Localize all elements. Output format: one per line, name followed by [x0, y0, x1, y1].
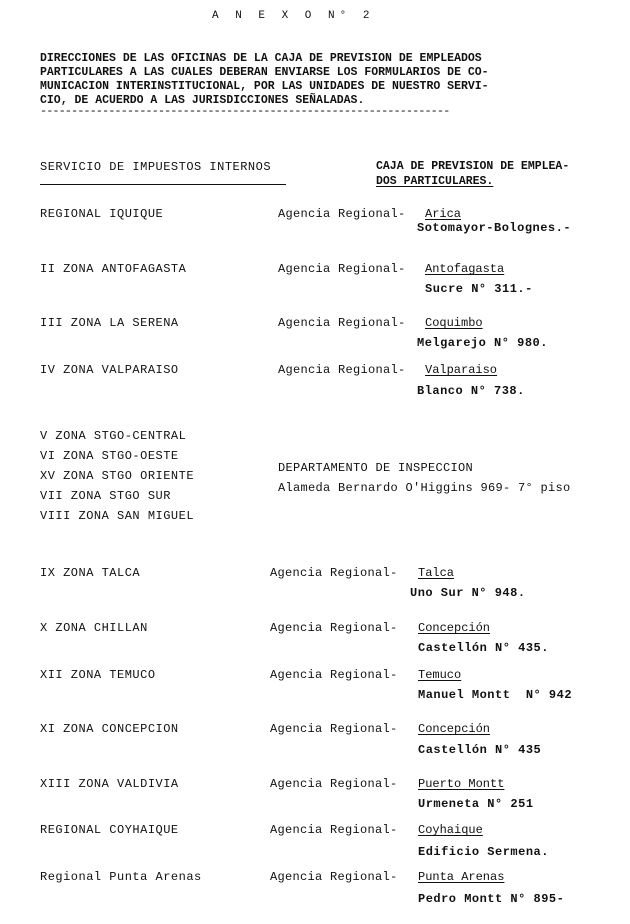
- agency-label: Agencia Regional-: [270, 870, 398, 884]
- agency-address: Edificio Sermena.: [418, 845, 549, 859]
- agency-address: Blanco N° 738.: [417, 384, 525, 398]
- agency-city: Punta Arenas: [418, 870, 505, 884]
- zone-label: REGIONAL COYHAIQUE: [40, 823, 179, 837]
- zone-label: IV ZONA VALPARAISO: [40, 363, 179, 377]
- agency-city: Puerto Montt: [418, 777, 505, 791]
- column-header-right: [376, 159, 569, 189]
- zone-label: XI ZONA CONCEPCION: [40, 722, 179, 736]
- agency-city: Coquimbo: [425, 316, 483, 330]
- department-name: DEPARTAMENTO DE INSPECCION: [278, 461, 474, 475]
- zone-label: VIII ZONA SAN MIGUEL: [40, 509, 195, 523]
- agency-city: Arica: [425, 207, 462, 221]
- inspection-department: [278, 458, 571, 498]
- agency-address: Pedro Montt N° 895-: [418, 892, 565, 906]
- department-address: Alameda Bernardo O'Higgins 969- 7° piso: [278, 481, 571, 495]
- zone-label: XIII ZONA VALDIVIA: [40, 777, 179, 791]
- zone-label: IX ZONA TALCA: [40, 566, 141, 580]
- agency-label: Agencia Regional-: [270, 823, 398, 837]
- agency-address: Castellón N° 435: [418, 743, 542, 757]
- agency-address: Urmeneta N° 251: [418, 797, 534, 811]
- agency-city: Temuco: [418, 668, 462, 682]
- separator-line: ------------------------------------------------------------------: [40, 104, 450, 118]
- zone-label: II ZONA ANTOFAGASTA: [40, 262, 187, 276]
- agency-address: Castellón N° 435.: [418, 641, 549, 655]
- zone-label: VI ZONA STGO-OESTE: [40, 449, 179, 463]
- intro-line: PARTICULARES A LAS CUALES DEBERAN ENVIARSE LOS FORMULARIOS DE CO-: [40, 66, 489, 79]
- zone-label: XV ZONA STGO ORIENTE: [40, 469, 195, 483]
- zone-label: Regional Punta Arenas: [40, 870, 202, 884]
- intro-line: CIO, DE ACUERDO A LAS JURISDICCIONES SEÑALADAS.: [40, 94, 365, 107]
- zone-label: VII ZONA STGO SUR: [40, 489, 171, 503]
- agency-city: Coyhaique: [418, 823, 483, 837]
- agency-label: Agencia Regional-: [270, 722, 398, 736]
- zone-label: V ZONA STGO-CENTRAL: [40, 429, 187, 443]
- santiago-zones: [40, 426, 194, 526]
- agency-label: Agencia Regional-: [278, 316, 406, 330]
- agency-label: Agencia Regional-: [278, 363, 406, 377]
- agency-address: Uno Sur N° 948.: [410, 586, 526, 600]
- header-underline: [40, 184, 286, 185]
- agency-city: Talca: [418, 566, 455, 580]
- agency-city: Concepción: [418, 722, 491, 736]
- zone-label: XII ZONA TEMUCO: [40, 668, 156, 682]
- intro-line: DIRECCIONES DE LAS OFICINAS DE LA CAJA DE PREVISION DE EMPLEADOS: [40, 52, 482, 65]
- intro-paragraph: [40, 52, 489, 108]
- agency-address: Sucre N° 311.-: [425, 282, 533, 296]
- agency-address: Sotomayor-Bolognes.-: [417, 221, 572, 235]
- header-right-line: DOS PARTICULARES.: [376, 175, 494, 188]
- zone-label: X ZONA CHILLAN: [40, 621, 148, 635]
- annex-title: A N E X O N° 2: [212, 10, 375, 22]
- agency-city: Valparaiso: [425, 363, 498, 377]
- column-header-left: SERVICIO DE IMPUESTOS INTERNOS: [40, 160, 272, 174]
- agency-label: Agencia Regional-: [270, 621, 398, 635]
- agency-label: Agencia Regional-: [270, 777, 398, 791]
- agency-label: Agencia Regional-: [278, 207, 406, 221]
- agency-address: Manuel Montt N° 942: [418, 688, 573, 702]
- agency-city: Antofagasta: [425, 262, 505, 276]
- agency-address: Melgarejo N° 980.: [417, 336, 548, 350]
- agency-label: Agencia Regional-: [278, 262, 406, 276]
- intro-line: MUNICACION INTERINSTITUCIONAL, POR LAS UNIDADES DE NUESTRO SERVI-: [40, 80, 489, 93]
- zone-label: REGIONAL IQUIQUE: [40, 207, 164, 221]
- agency-label: Agencia Regional-: [270, 668, 398, 682]
- zone-label: III ZONA LA SERENA: [40, 316, 179, 330]
- agency-label: Agencia Regional-: [270, 566, 398, 580]
- agency-city: Concepción: [418, 621, 491, 635]
- header-right-line: CAJA DE PREVISION DE EMPLEA-: [376, 160, 570, 173]
